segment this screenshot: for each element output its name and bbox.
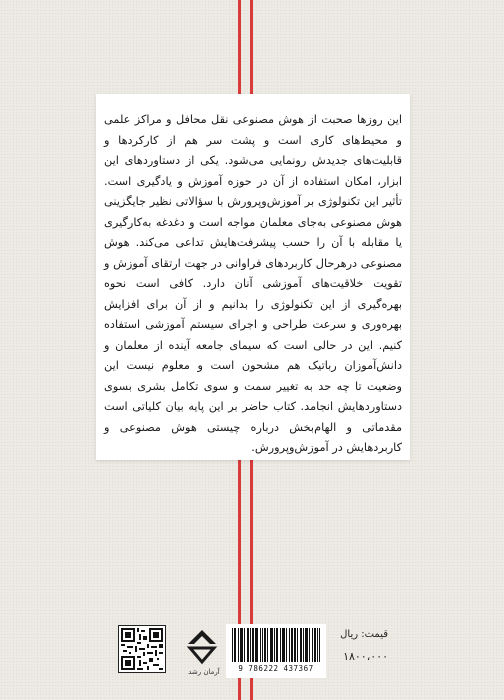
qr-code-graphic [119,626,165,672]
back-cover-blurb: این روزها صحبت از هوش مصنوعی نقل محافل و مراکز علمی و محیط‌های کاری است و پشت سر هم از کارکردها و قابلیت‌های جدیدش رونمایی می‌شود. یکی از دستاوردهای این ابزار، امکان استفاده از آن در حوزه آموزش و یادگیری است. تأثیر این تکنولوژی بر آموزش‌وپرورش با سؤالاتی نظیر جایگزینی هوش مصنوعی به‌جای معلمان مواجه است و دغدغه به‌کارگیری یا مقابله با آن را حسب پیشرفت‌هایش تداعی می‌کند. هوش مصنوعی درهرحال کاربردهای فراوانی در جهت ارتقای آموزش و تقویت خلاقیت‌های آموزشی آنان دارد. کافی است نحوه بهره‌گیری از این تکنولوژی را بدانیم و از آن برای افزایش بهره‌وری و سرعت طراحی و اجرای سیستم آموزشی استفاده کنیم. این در حالی است که سیمای جامعه آینده از معلمان و دانش‌آموزان رباتیک هم مشحون است و معلوم نیست این وضعیت تا چه حد به تغییر سمت و سوی تکامل بشری بسوی دستاوردهایش انجامد. کتاب حاضر بر این پایه بیان کلیاتی است مقدماتی و الهام‌بخش درباره چیستی هوش مصنوعی و کاربردهایش در آموزش‌وپرورش. [104,113,402,454]
blurb-container [96,110,410,460]
qr-code [118,625,166,673]
isbn-barcode [226,624,326,678]
barcode-digits: 9 786222 437367 [238,664,314,673]
barcode-bars [232,628,320,664]
price-label: قیمت: ریال [340,629,388,640]
price-value: ۱۸۰۰،۰۰۰ [343,650,388,663]
publisher-name: آرمان رشد [188,668,220,676]
